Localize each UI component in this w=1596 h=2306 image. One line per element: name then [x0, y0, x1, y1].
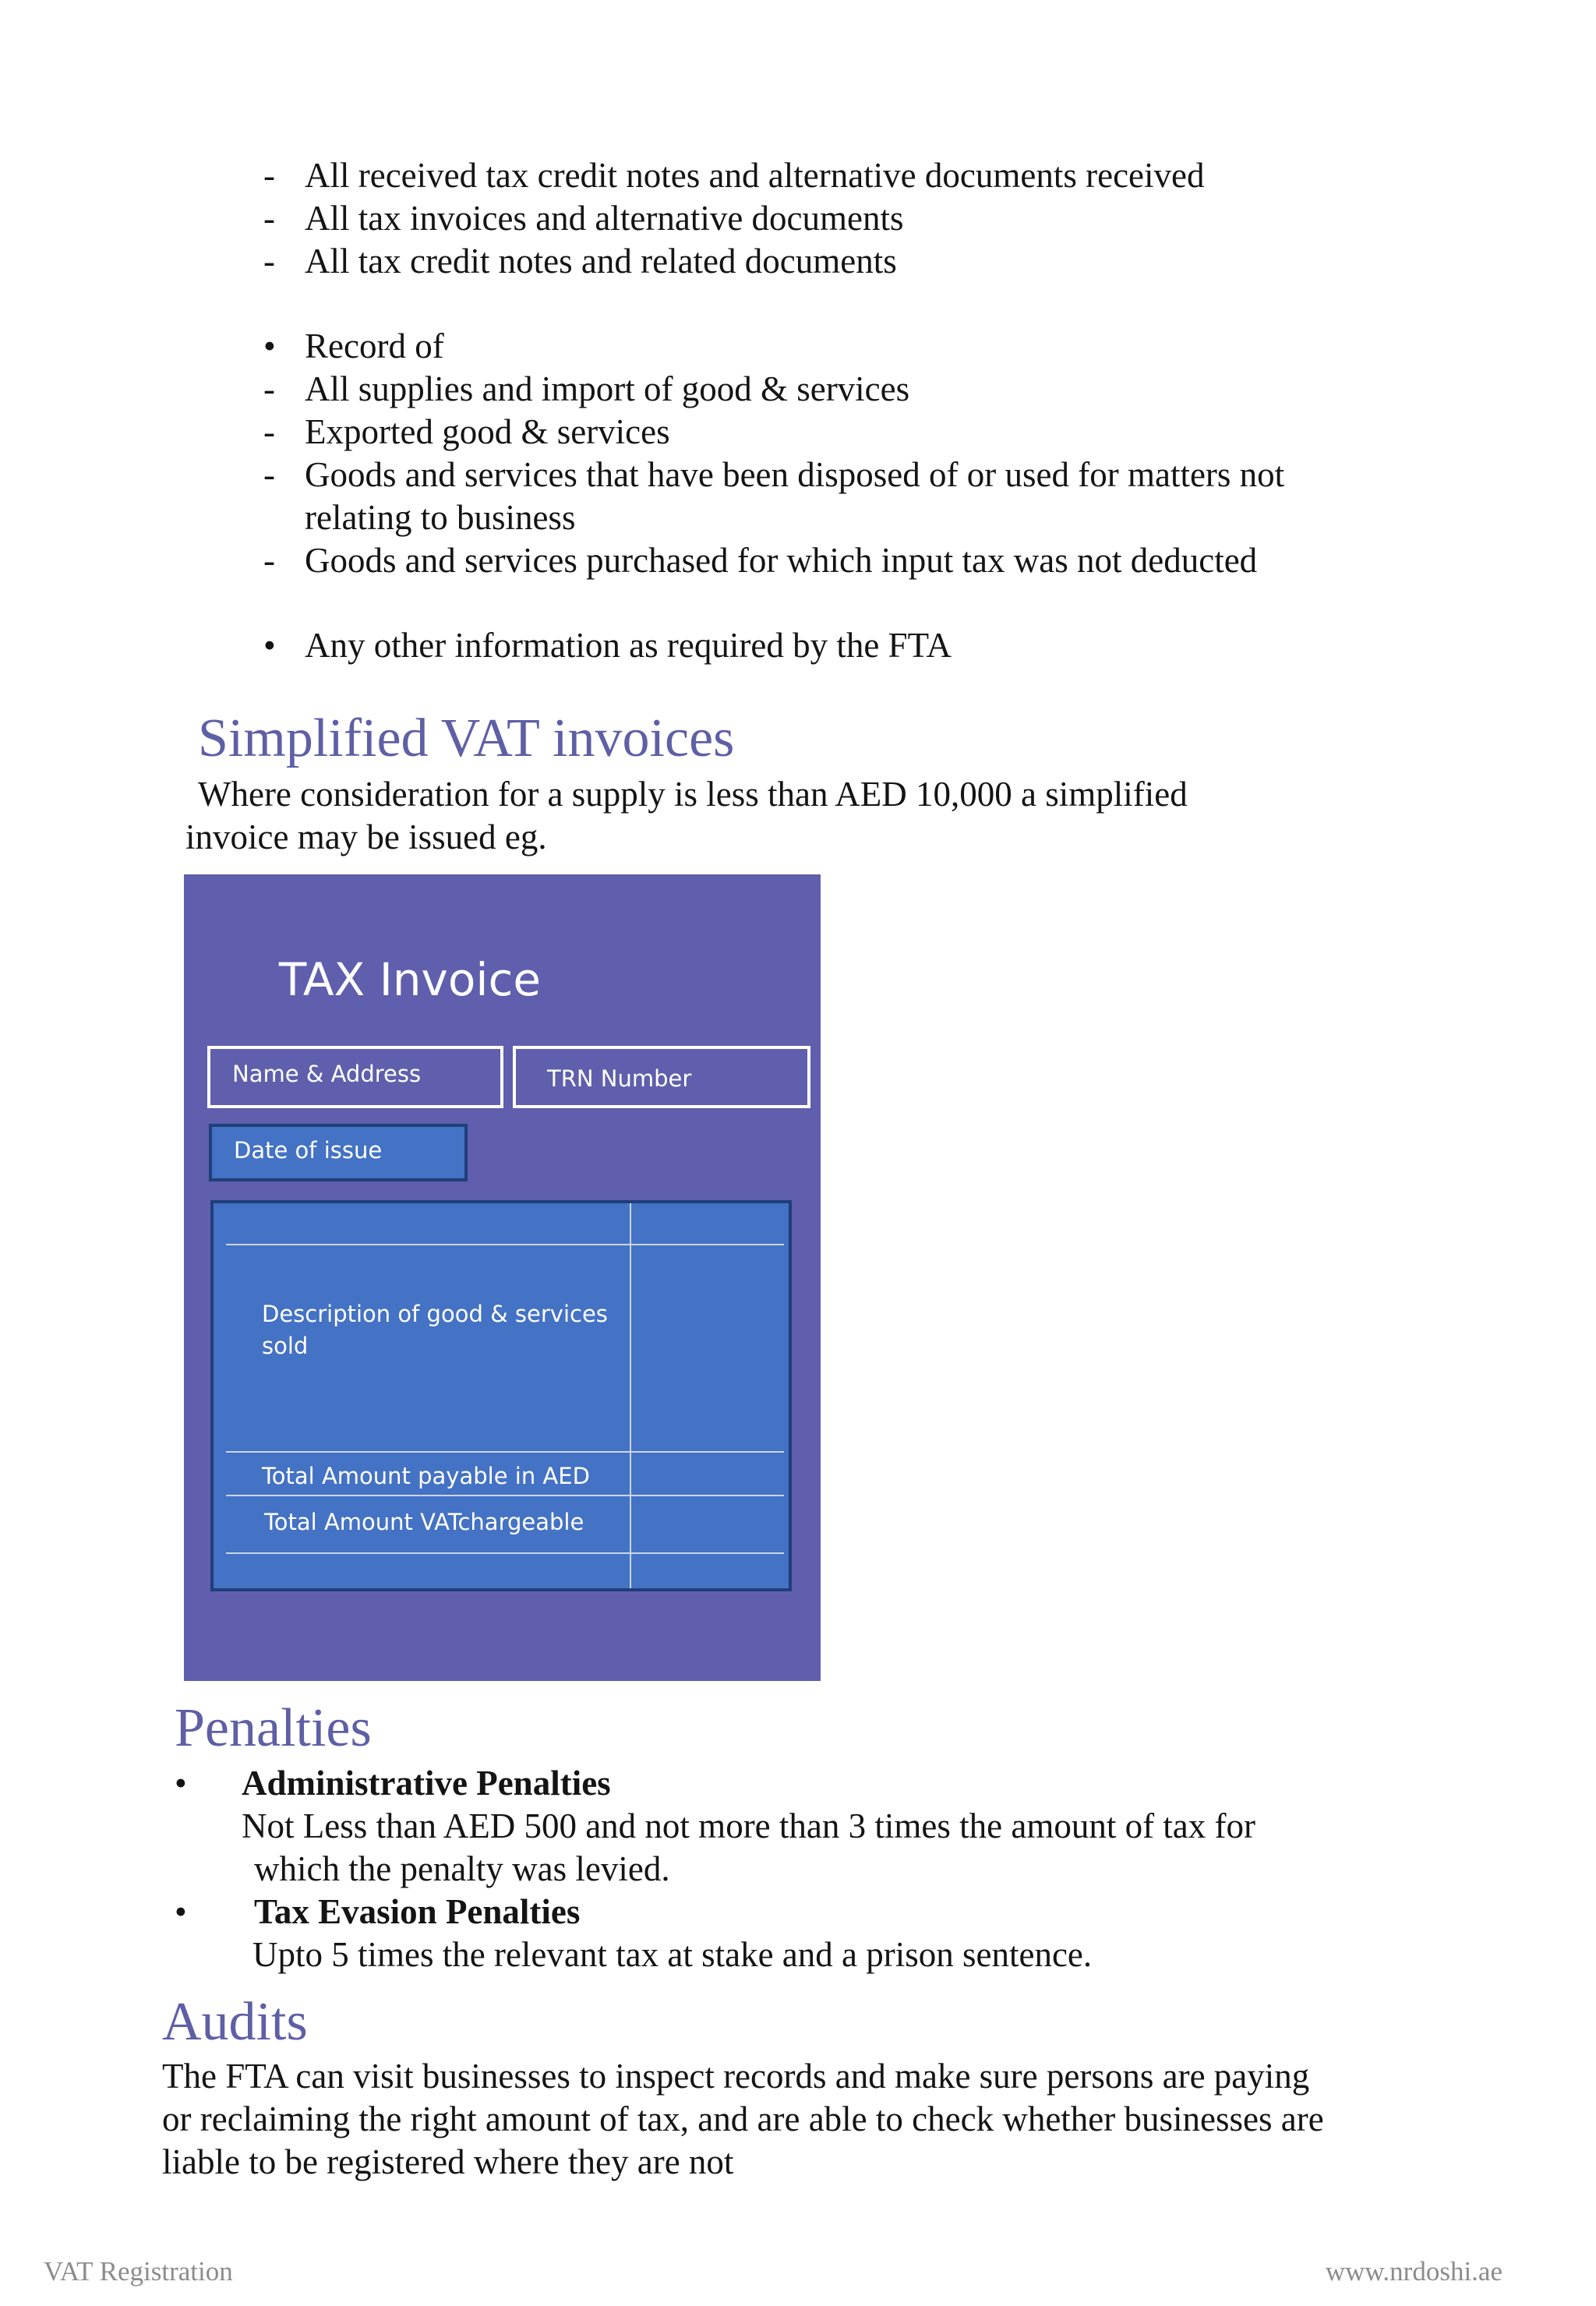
total-payable-label: Total Amount payable in AED [262, 1463, 590, 1489]
simplified-paragraph-line: invoice may be issued eg. [185, 818, 547, 856]
list-item: Goods and services purchased for which input tax was not deducted [305, 541, 1258, 580]
dash-marker: - [263, 369, 275, 408]
list-item: All tax credit notes and related documents [305, 242, 897, 281]
dash-marker: - [263, 541, 275, 580]
invoice-title: TAX Invoice [278, 953, 542, 1006]
trn-number-label: TRN Number [547, 1065, 692, 1092]
list-item: All received tax credit notes and alternative documents received [305, 156, 1205, 195]
audits-paragraph-line: liable to be registered where they are not [162, 2142, 734, 2181]
list-item-continuation: relating to business [305, 498, 576, 537]
name-address-box [207, 1046, 503, 1108]
footer-left: VAT Registration [44, 2256, 233, 2287]
tax-evasion-title: Tax Evasion Penalties [254, 1892, 581, 1931]
admin-penalties-title: Administrative Penalties [242, 1764, 611, 1803]
bullet-marker: • [263, 327, 276, 365]
admin-penalties-text: Not Less than AED 500 and not more than 3 times the amount of tax for [242, 1806, 1256, 1845]
tax-evasion-text: Upto 5 times the relevant tax at stake and a prison sentence. [252, 1935, 1093, 1974]
dash-marker: - [263, 199, 275, 238]
audits-paragraph-line: or reclaiming the right amount of tax, and are able to check whether businesses are [162, 2099, 1324, 2138]
audits-paragraph-line: The FTA can visit businesses to inspect records and make sure persons are paying [162, 2057, 1310, 2096]
list-item: Any other information as required by the FTA [305, 626, 952, 665]
tax-invoice-illustration [184, 874, 821, 1681]
list-item: All supplies and import of good & services [305, 369, 910, 408]
list-item: All tax invoices and alternative documents [305, 199, 904, 238]
dash-marker: - [263, 156, 275, 195]
record-of-label: Record of [305, 327, 444, 365]
section-heading-simplified-vat: Simplified VAT invoices [198, 708, 735, 768]
bullet-marker: • [263, 626, 276, 665]
table-row-divider [226, 1244, 784, 1245]
dash-marker: - [263, 455, 275, 494]
bullet-marker: • [175, 1764, 187, 1803]
list-item: Exported good & services [305, 412, 670, 451]
simplified-paragraph-line: Where consideration for a supply is less than AED 10,000 a simplified [198, 775, 1188, 814]
section-heading-penalties: Penalties [175, 1698, 372, 1758]
total-vat-label: Total Amount VATchargeable [264, 1509, 584, 1535]
admin-penalties-text: which the penalty was levied. [254, 1849, 670, 1888]
date-of-issue-box [209, 1124, 468, 1181]
invoice-items-table [210, 1200, 792, 1591]
dash-marker: - [263, 242, 275, 281]
table-column-divider [630, 1203, 631, 1588]
table-row-divider [226, 1552, 784, 1554]
section-heading-audits: Audits [162, 1992, 308, 2052]
table-row-divider [226, 1451, 784, 1453]
date-of-issue-label: Date of issue [234, 1137, 383, 1164]
list-item: Goods and services that have been disposed of or used for matters not [305, 455, 1285, 494]
bullet-marker: • [175, 1892, 187, 1931]
name-address-label: Name & Address [232, 1061, 422, 1087]
description-label: sold [262, 1333, 309, 1359]
trn-number-box [513, 1046, 810, 1108]
footer-website: www.nrdoshi.ae [1325, 2256, 1502, 2287]
dash-marker: - [263, 412, 275, 451]
description-label: Description of good & services [262, 1301, 608, 1327]
table-row-divider [226, 1495, 784, 1496]
